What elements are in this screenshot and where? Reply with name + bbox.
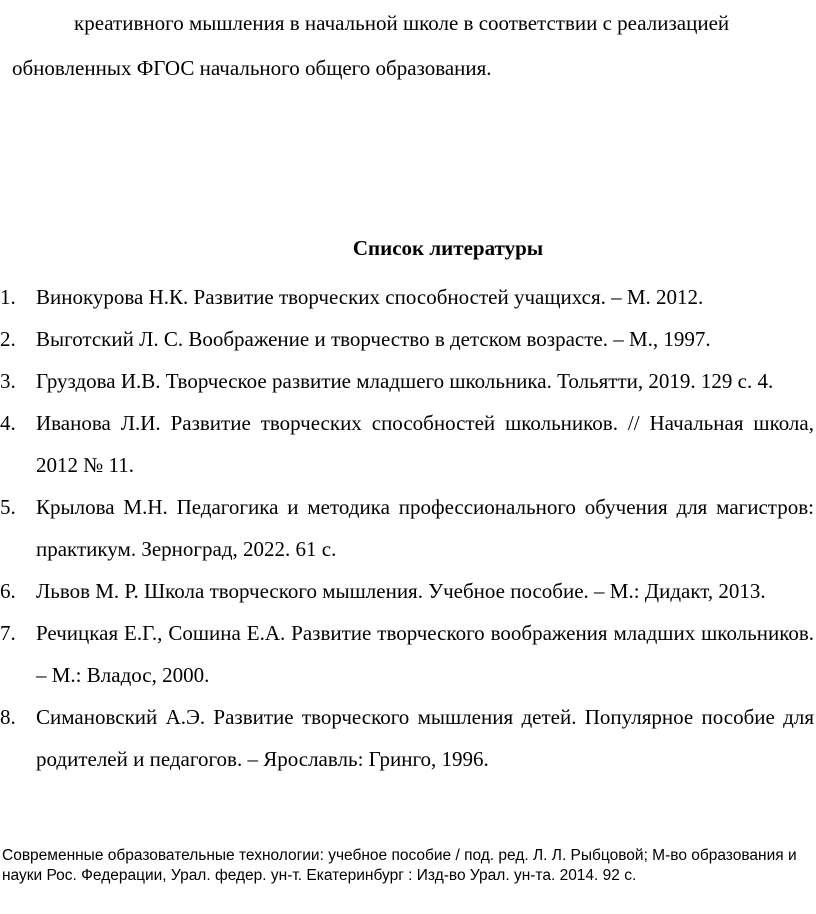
bibliography-item-text: Симановский А.Э. Развитие творческого мышления детей. Популярное пособие для родителей и педагогов. – Ярославль: Гринго, 1996. <box>36 705 814 771</box>
bibliography-item-number: 5. <box>0 495 16 519</box>
bibliography-item-text: Крылова М.Н. Педагогика и методика профессионального обучения для магистров: практикум. Зерноград, 2022. 61 с. <box>36 495 814 561</box>
bibliography-heading: Список литературы <box>352 236 544 260</box>
bibliography-item <box>0 276 816 318</box>
bibliography-item-number: 3. <box>0 369 16 393</box>
bibliography-item-text: Груздова И.В. Творческое развитие младшего школьника. Тольятти, 2019. 129 с. 4. <box>36 369 774 393</box>
bibliography-item-number: 1. <box>0 285 16 309</box>
bibliography-item-text: Львов М. Р. Школа творческого мышления. Учебное пособие. – М.: Дидакт, 2013. <box>36 579 766 603</box>
bibliography-item-text: Винокурова Н.К. Развитие творческих способностей учащихся. – М. 2012. <box>36 285 704 309</box>
bibliography-item-number: 6. <box>0 579 16 603</box>
bibliography-item <box>0 570 816 612</box>
intro-text-line-1: креативного мышления в начальной школе в соответствии с реализацией <box>74 11 730 35</box>
bibliography-item-text: Речицкая Е.Г., Сошина Е.А. Развитие творческого воображения младших школьников. – М.: Владос, 2000. <box>36 621 814 687</box>
bibliography-item-number: 7. <box>0 621 16 645</box>
bibliography-item <box>0 612 816 696</box>
bibliography-list <box>0 276 816 780</box>
bibliography-item <box>0 318 816 360</box>
bibliography-item <box>0 696 816 780</box>
bibliography-item-number: 2. <box>0 327 16 351</box>
bibliography-item-text: Выготский Л. С. Воображение и творчество в детском возрасте. – М., 1997. <box>36 327 711 351</box>
intro-text-line-2: обновленных ФГОС начального общего образования. <box>12 56 492 80</box>
footer-reference-note: Современные образовательные технологии: учебное пособие / под. ред. Л. Л. Рыбцовой; М-во образования и науки Рос. Федерации, Урал. федер. ун-т. Екатеринбург : Изд-во Урал. ун-та. 2014. 92 с. <box>2 847 797 884</box>
bibliography-item <box>0 360 816 402</box>
bibliography-item-number: 4. <box>0 411 16 435</box>
bibliography-item <box>0 402 816 486</box>
bibliography-item <box>0 486 816 570</box>
bibliography-item-number: 8. <box>0 705 16 729</box>
bibliography-item-text: Иванова Л.И. Развитие творческих способностей школьников. // Начальная школа, 2012 № 11. <box>36 411 814 477</box>
